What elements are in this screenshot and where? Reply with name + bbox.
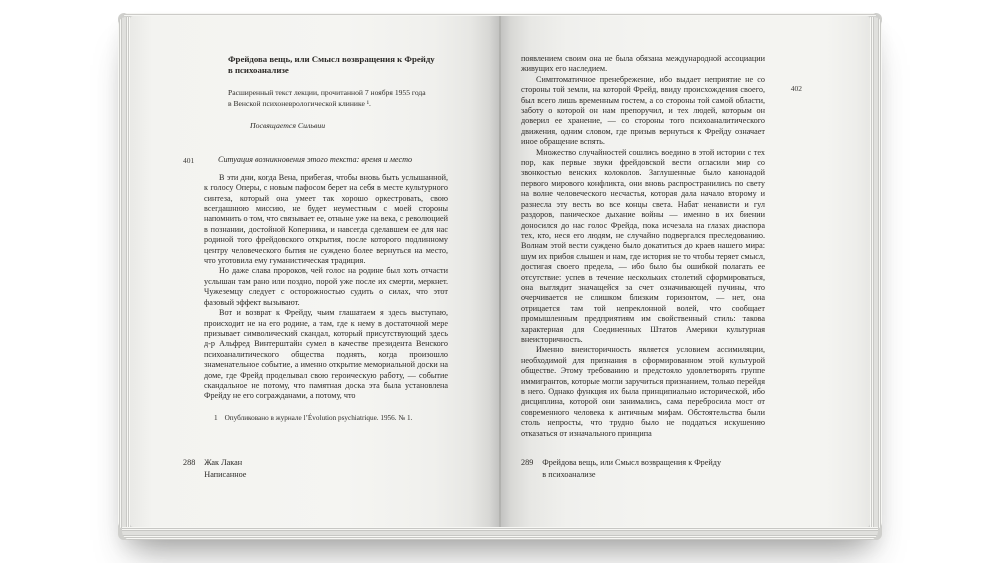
right-page-text-block: [521, 54, 802, 439]
section-title: Ситуация возникновения этого текста: время и место: [218, 154, 413, 164]
paragraph: Множество случайностей сошлись воедино в этой истории с тех пор, как первые звуки фрейдовской вести огласили мир со звонкостью венских колоколов. Заглушенные было канонадой первого мирового конфликта, они вновь распространились по свету на волне человеческого несчастья, которая дала начало второму и разнесла эту весть во все концы света. Набат ненависти и гул раздоров, паническое дыхание войны — именно в их биении доносился до нас голос Фрейда, пока исчезала на глазах диаспора тех, кто, неся его людям, не случайно подвергался преследованию. Волнам этой вести суждено было докатиться до краев нашего мира: шум их прибоя слышен и нам, где история не то чтобы теряет смысл, достигая своего предела, — ибо было бы ошибкой полагать ее отсутствие: успев в течение нескольких столетий сформироваться, она выглядит значащейся за счет означивающей пучины, что очерчивается не слишком близким горизонтом, — нет, она отрицается там той непреклонной волей, что сообщает промышленным предприятиям им свойственный стиль: такова характерная для Соединенных Штатов Америки культурная внеисторичность.: [521, 147, 765, 344]
footnote-text: Опубликовано в журнале l’Évolution psychiatrique. 1956. № 1.: [224, 413, 413, 422]
running-title-right: [542, 457, 721, 480]
paragraph: Именно внеисторичность является условием ассимиляции, необходимой для признания в сформированном этой культурой обществе. Этому требованию и предстояло удовлетворять группе иммигрантов, которые могли заручиться признанием, только перейдя в него. Однако функция их была принципиально исторической, ибо дисциплина, которой они занимались, сама перебросила мост от современного человека к античным мифам. Обстоятельства были столь непросты, что трудно было не поддаться искушению отказаться от изначального принципа: [521, 345, 765, 438]
paragraph: В эти дни, когда Вена, прибегая, чтобы вновь быть услышанной, к голосу Оперы, с новым пафосом берет на себя в месте культурного синтеза, который она умеет так хорошо оркестровать, свою всегдашнюю миссию, не будет неуместным с моей стороны напомнить о том, что связывает ее, отныне уже на века, с революцией в познании, достойной Коперника, и навсегда сделавшем ее для нас родиной того фрейдовского открытия, после которого подлинному центру человеческого бытия не суждено более вернуться на место, что уготовила ему гуманистическая традиция.: [204, 172, 448, 266]
page-spread: [130, 16, 870, 527]
running-title-work: Написанное: [204, 469, 247, 479]
section-heading-row: [183, 154, 448, 165]
paragraph: Но даже слава пророков, чей голос на родине был хоть отчасти услышан там рано или поздно, порой уже после их смерти, меркнет. Чужеземцу следует с осторожностью судить о силах, что этот фазовый эффект вызывают.: [204, 266, 448, 307]
margin-number-401: 401: [183, 155, 195, 165]
running-title-chapter-line-1: Фрейдова вещь, или Смысл возвращения к Фрейду: [542, 458, 722, 467]
paragraph: Вот и возврат к Фрейду, чьим глашатаем я здесь выступаю, происходит не на его родине, а там, где к нему в достаточной мере призывает символический скандал, который присутствующий здесь д-р Альфред Винтерштайн сумел в качестве президента Венского психоаналитического общества поднять, когда произошло знаменательное событие, а именно открытие мемориальной доски на доме, где Фрейд проделывал свою героическую работу, — событие скандальное не потому, что памятная доска эта была установлена Фрейду не его согражданами, а потому, что: [204, 308, 448, 401]
paragraph: Симптоматичное пренебрежение, ибо выдает неприятие не со стороны той земли, на которой Фрейд, ввиду происхождения своего, был всего лишь временным гостем, а со стороны той самой области, заботу о которой он нам препоручил, и тех людей, которым он доверил ее хранение, — со стороны того психоаналитического движения, одним словом, где призыв вернуться к Фрейду означает иное обращение вспять.: [521, 74, 765, 147]
chapter-title-line-2: в психоанализе: [228, 65, 289, 76]
running-title-author: Жак Лакан: [204, 458, 243, 467]
footnote: [204, 414, 448, 424]
lecture-note: Расширенный текст лекции, прочитанной 7 ноября 1955 года в Венской психоневрологической клинике ¹.: [228, 87, 426, 108]
margin-number-402: 402: [790, 84, 802, 93]
page-number-289: 289: [521, 458, 534, 467]
page-edges-right: [870, 17, 882, 530]
page-number-288: 288: [183, 458, 196, 467]
chapter-title-line-1: Фрейдова вещь, или Смысл возвращения к Фрейду: [228, 54, 435, 64]
chapter-title: [228, 54, 448, 77]
left-page-footer: [183, 457, 246, 480]
right-page-footer: [521, 457, 721, 480]
book-spine: [499, 16, 501, 527]
open-book: [118, 13, 882, 540]
dedication: Посвящается Сильвии: [250, 120, 326, 130]
running-title-left: [204, 457, 246, 480]
running-title-chapter-line-2: в психоанализе: [542, 469, 596, 479]
left-page-text-block: [183, 54, 448, 431]
page-edges-bottom: [122, 527, 878, 540]
right-page: [500, 16, 870, 527]
page-edges-left: [118, 17, 130, 530]
left-page: [130, 16, 500, 527]
paragraph: появлением своим она не была обязана международной ассоциации живущих его наследием.: [521, 54, 765, 74]
footnote-number: 1: [214, 413, 218, 422]
